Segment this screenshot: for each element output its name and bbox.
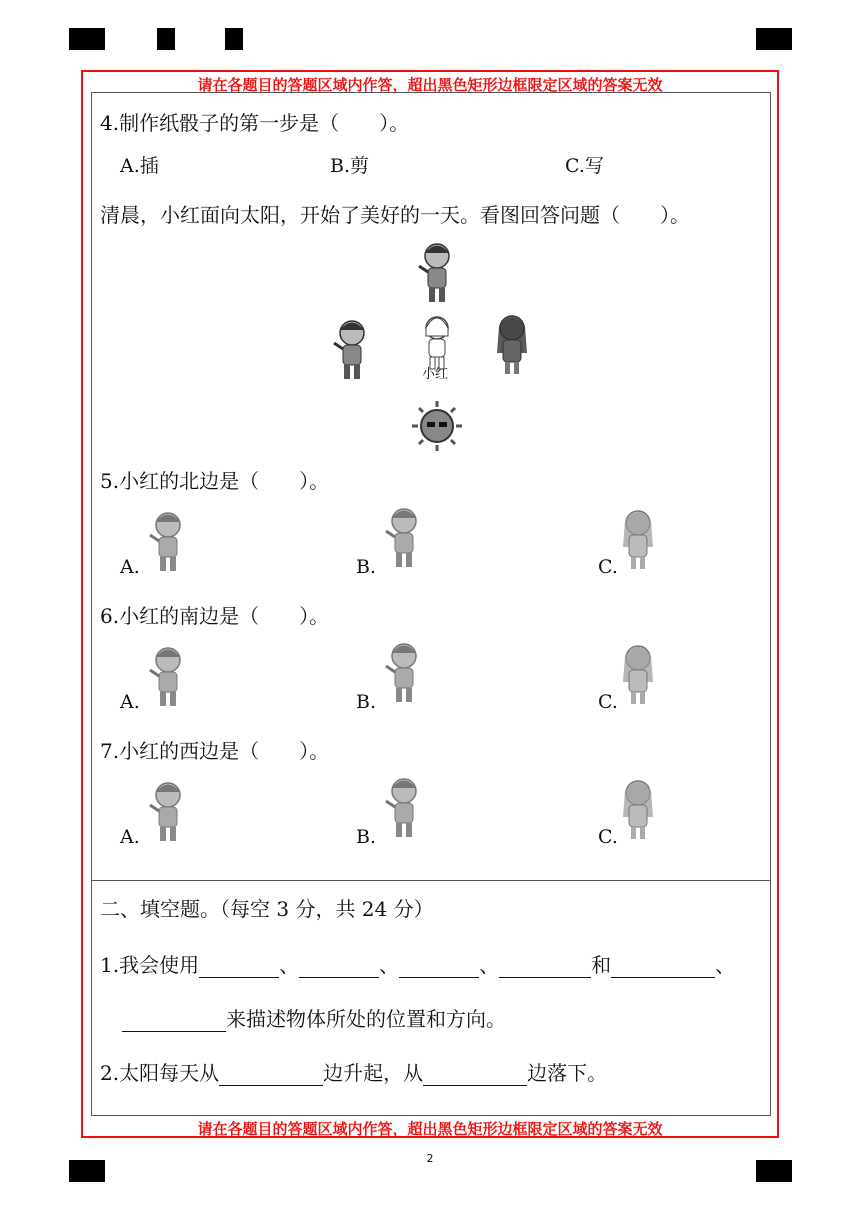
q7-b-figure [386,779,416,837]
q4-option-c[interactable]: C.写 [565,155,604,177]
q5-option-c[interactable]: C. [598,556,618,578]
fill-q1-suffix: 来描述物体所处的位置和方向。 [226,1007,506,1031]
q7-c-figure [623,781,653,839]
q5-b-figure [386,509,416,567]
west-boy-figure [334,321,364,379]
q7-stem: 7.小红的西边是（ ）。 [100,739,330,763]
page-number: 2 [426,1152,434,1165]
fill-blank[interactable] [122,1011,226,1032]
q4-stem: 4.制作纸骰子的第一步是（ ）。 [100,111,410,135]
q5-stem: 5.小红的北边是（ ）。 [100,469,330,493]
scene-intro: 清晨，小红面向太阳，开始了美好的一天。看图回答问题（ ）。 [100,203,690,227]
q4-option-a[interactable]: A.插 [120,155,159,177]
bottom-warning: 请在各题目的答题区域内作答，超出黑色矩形边框限定区域的答案无效 [197,1120,663,1138]
q7-option-c[interactable]: C. [598,826,618,848]
q6-stem: 6.小红的南边是（ ）。 [100,604,330,628]
fill-blank[interactable] [611,957,715,978]
sun-icon [412,401,462,451]
xiaohong-figure [426,317,448,369]
answer-box-lower [91,880,771,1116]
fill-blank[interactable] [423,1065,527,1086]
fill-blank[interactable] [199,957,279,978]
fill-blank[interactable] [299,957,379,978]
fill-q1-line2 [122,1003,506,1032]
top-warning: 请在各题目的答题区域内作答，超出黑色矩形边框限定区域的答案无效 [197,76,663,94]
answer-box-upper [91,92,771,881]
fill-blank[interactable] [399,957,479,978]
fill-q2-prefix: 2.太阳每天从 [100,1061,220,1085]
registration-mark [69,28,105,50]
section2-title: 二、填空题。（每空 3 分，共 24 分） [100,897,434,921]
q6-a-figure [150,648,180,706]
registration-mark [157,28,175,50]
q6-option-b[interactable]: B. [356,691,377,713]
option-figures [92,503,772,853]
q7-a-figure [150,783,180,841]
q6-option-c[interactable]: C. [598,691,618,713]
registration-mark [756,28,792,50]
q6-c-figure [623,646,653,704]
fill-q1-prefix: 1.我会使用 [100,953,200,977]
q5-option-b[interactable]: B. [356,556,377,578]
q5-option-a[interactable]: A. [120,556,140,578]
fill-q2 [100,1057,607,1086]
q7-option-b[interactable]: B. [356,826,377,848]
q7-option-a[interactable]: A. [120,826,140,848]
fill-blank[interactable] [219,1065,323,1086]
q6-b-figure [386,644,416,702]
direction-scene [322,238,552,453]
fill-q2-mid: 边升起，从 [323,1061,424,1085]
xiaohong-label: 小红 [422,367,449,382]
q4-option-b[interactable]: B.剪 [330,155,370,177]
fill-q1-line1: 1.我会使用 、 、 、 和 、 [100,953,736,977]
registration-mark [225,28,243,50]
east-girl-figure [497,316,527,374]
fill-q2-suffix: 边落下。 [527,1061,608,1085]
q5-a-figure [150,513,180,571]
north-boy-figure [419,244,449,302]
q5-c-figure [623,511,653,569]
fill-blank[interactable] [499,957,591,978]
q6-option-a[interactable]: A. [120,691,140,713]
